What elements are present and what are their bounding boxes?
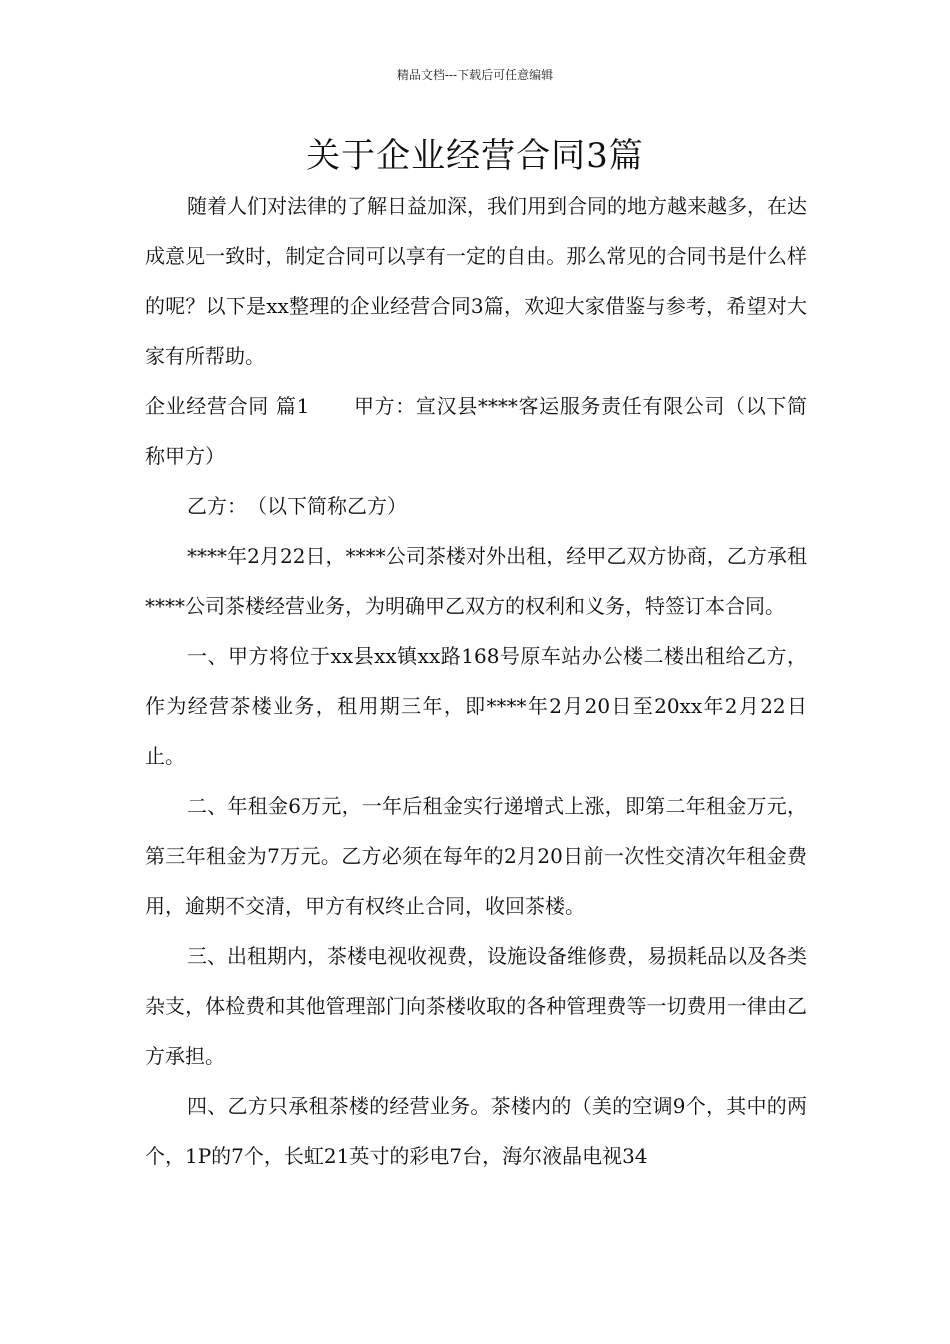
contract-clause-4: 四、乙方只承租茶楼的经营业务。茶楼内的（美的空调9个，其中的两个，1P的7个，长虹21英寸的彩电7台，海尔液晶电视34 <box>145 1094 807 1168</box>
party-b-line: 乙方： （以下简称乙方） <box>187 494 407 518</box>
contract-clause-3: 三、出租期内，茶楼电视收视费，设施设备维修费，易损耗品以及各类杂支，体检费和其他管理部门向茶楼收取的各种管理费等一切费用一律由乙方承担。 <box>145 944 807 1068</box>
party-a-line: 甲方：宣汉县****客运服务责任有限公司（以下简称甲方） <box>145 394 808 468</box>
document-title: 关于企业经营合同3篇 <box>306 136 644 176</box>
contract-clause-1: 一、甲方将位于xx县xx镇xx路168号原车站办公楼二楼出租给乙方，作为经营茶楼业务，租用期三年，即****年2月20日至20xx年2月22日止。 <box>145 644 807 768</box>
contract-clause-2: 二、年租金6万元，一年后租金实行递增式上涨，即第二年租金万元，第三年租金为7万元。乙方必须在每年的2月20日前一次性交清次年租金费用，逾期不交清，甲方有权终止合同，收回茶楼。 <box>145 794 807 918</box>
intro-paragraph: 随着人们对法律的了解日益加深，我们用到合同的地方越来越多，在达成意见一致时，制定合同可以享有一定的自由。那么常见的合同书是什么样的呢？以下是xx整理的企业经营合同3篇，欢迎大家借鉴与参考，希望对大家有所帮助。 <box>145 194 807 368</box>
page-header-note: 精品文档---下载后可任意编辑 <box>396 68 554 82</box>
document-body <box>145 181 807 1181</box>
contract-paragraph: ****年2月22日，****公司茶楼对外出租，经甲乙双方协商，乙方承租****公司茶楼经营业务，为明确甲乙双方的权利和义务，特签订本合同。 <box>145 544 807 618</box>
section-heading-line <box>145 381 807 481</box>
section-heading: 企业经营合同 篇1 <box>145 394 310 418</box>
